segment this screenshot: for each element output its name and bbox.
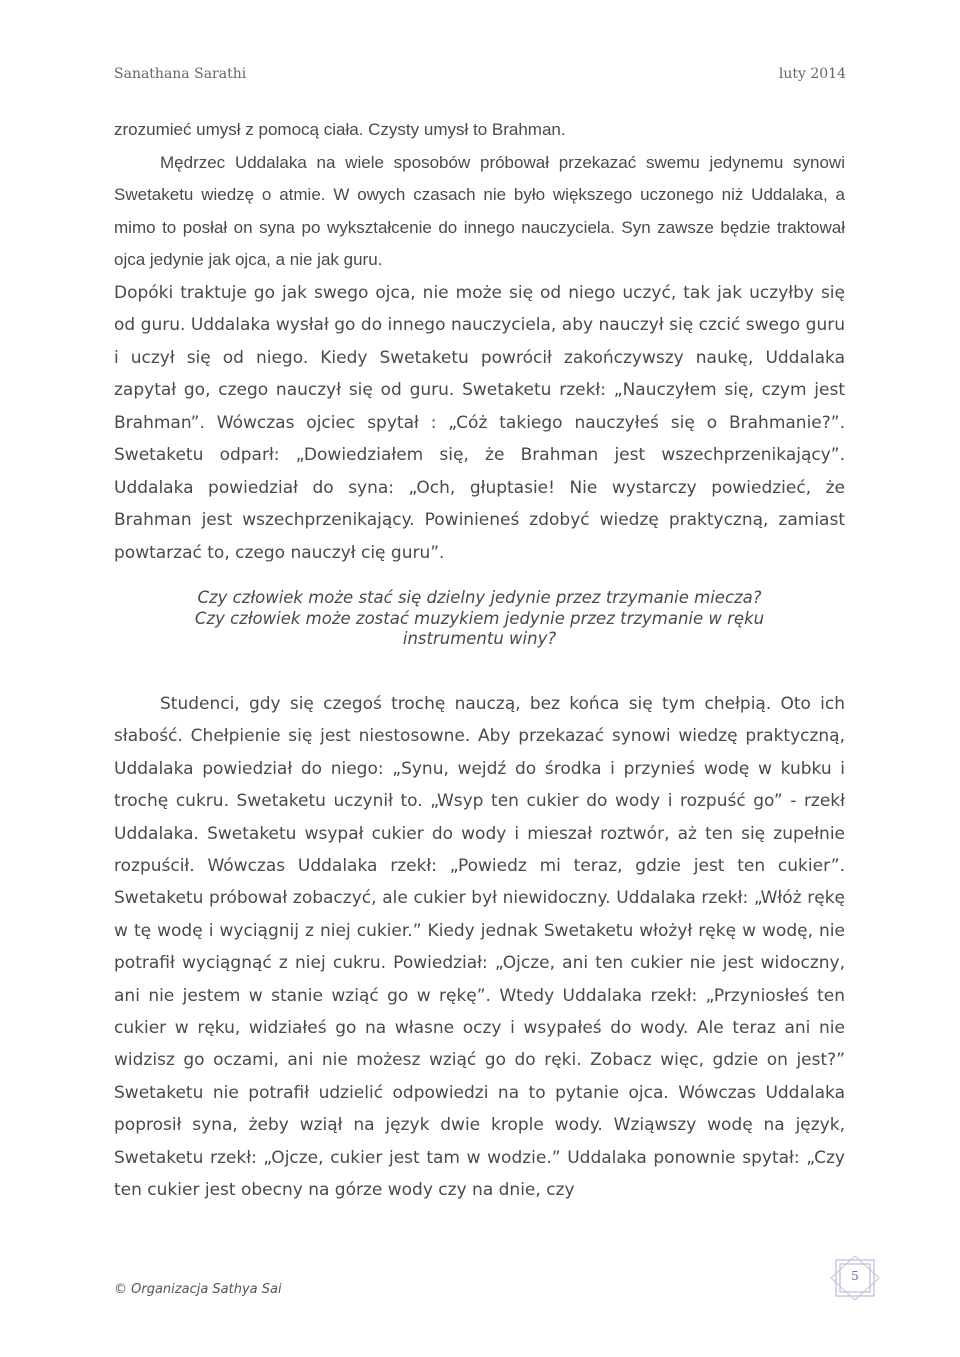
pull-quote-line-1: Czy człowiek może stać się dzielny jedynie przez trzymanie miecza?	[197, 588, 762, 607]
paragraph-4: Studenci, gdy się czegoś trochę nauczą, bez końca się tym chełpią. Oto ich słabość. Chełpienie się jest niestosowne. Aby przekazać synowi wiedzę praktyczną, Uddalaka powiedział do niego: „Synu, wejdź do środka i przynieś wodę w kubku i trochę cukru. Swetaketu uczynił to. „Wsyp ten cukier do wody i rozpuść go” - rzekł Uddalaka. Swetaketu wsypał cukier do wody i mieszał roztwór, aż ten się zupełnie rozpuścił. Wówczas Uddalaka rzekł: „Powiedz mi teraz, gdzie jest ten cukier”. Swetaketu próbował zobaczyć, ale cukier był niewidoczny. Uddalaka rzekł: „Włóż rękę w tę wodę i wyciągnij z niej cukier.” Kiedy jednak Swetaketu włożył rękę w wodę, nie potrafił wyciągnąć z niej cukru. Powiedział: „Ojcze, ani ten cukier nie jest widoczny, ani nie jestem w stanie wziąć go w rękę”. Wtedy Uddalaka rzekł: „Przyniosłeś ten cukier w ręku, widziałeś go na własne oczy i wsypałeś do wody. Ale teraz ani nie widzisz go oczami, ani nie możesz wziąć go do ręki. Zobacz więc, gdzie on jest?” Swetaketu nie potrafił udzielić odpowiedzi na to pytanie ojca. Wówczas Uddalaka poprosił syna, żeby wziął na język dwie krople wody. Wziąwszy wodę na język, Swetaketu rzekł: „Ojcze, cukier jest tam w wodzie.” Uddalaka ponownie spytał: „Czy ten cukier jest obecny na górze wody czy na dnie, czy	[114, 694, 845, 1201]
footer-copyright: © Organizacja Sathya Sai	[114, 1282, 282, 1297]
pull-quote	[114, 588, 845, 650]
top-text-block	[114, 114, 845, 569]
header-issue-date: luty 2014	[778, 66, 846, 82]
header-publication-title: Sanathana Sarathi	[114, 66, 247, 82]
paragraph-3: Dopóki traktuje go jak swego ojca, nie może się od niego uczyć, tak jak uczyłby się od guru. Uddalaka wysłał go do innego nauczyciela, aby nauczył się czcić swego guru i uczył się od niego. Kiedy Swetaketu powrócił zakończywszy naukę, Uddalaka zapytał go, czego nauczył się od guru. Swetaketu rzekł: „Nauczyłem się, czym jest Brahman”. Wówczas ojciec spytał : „Cóż takiego nauczyłeś się o Brahmanie?”. Swetaketu odparł: „Dowiedziałem się, że Brahman jest wszechprzenikający”. Uddalaka powiedział do syna: „Och, głuptasie! Nie wystarczy powiedzieć, że Brahman jest wszechprzenikający. Powinieneś zdobyć wiedzę praktyczną, zamiast powtarzać to, czego nauczył cię guru”.	[114, 282, 845, 563]
pull-quote-line-3: instrumentu winy?	[402, 629, 557, 648]
pull-quote-line-2: Czy człowiek może zostać muzykiem jedynie przez trzymanie w ręku	[194, 608, 765, 628]
page-number: 5	[851, 1269, 859, 1283]
bottom-text-block	[114, 688, 845, 1207]
paragraph-1: zrozumieć umysł z pomocą ciała. Czysty umysł to Brahman.	[114, 120, 566, 139]
paragraph-2: Mędrzec Uddalaka na wiele sposobów próbował przekazać swemu jedynemu synowi Swetaketu wiedzę o atmie. W owych czasach nie było większego uczonego niż Uddalaka, a mimo to posłał on syna po wykształcenie do innego nauczyciela. Syn zawsze będzie traktował ojca jedynie jak ojca, a nie jak guru.	[114, 152, 845, 269]
page-number-badge	[830, 1256, 880, 1300]
